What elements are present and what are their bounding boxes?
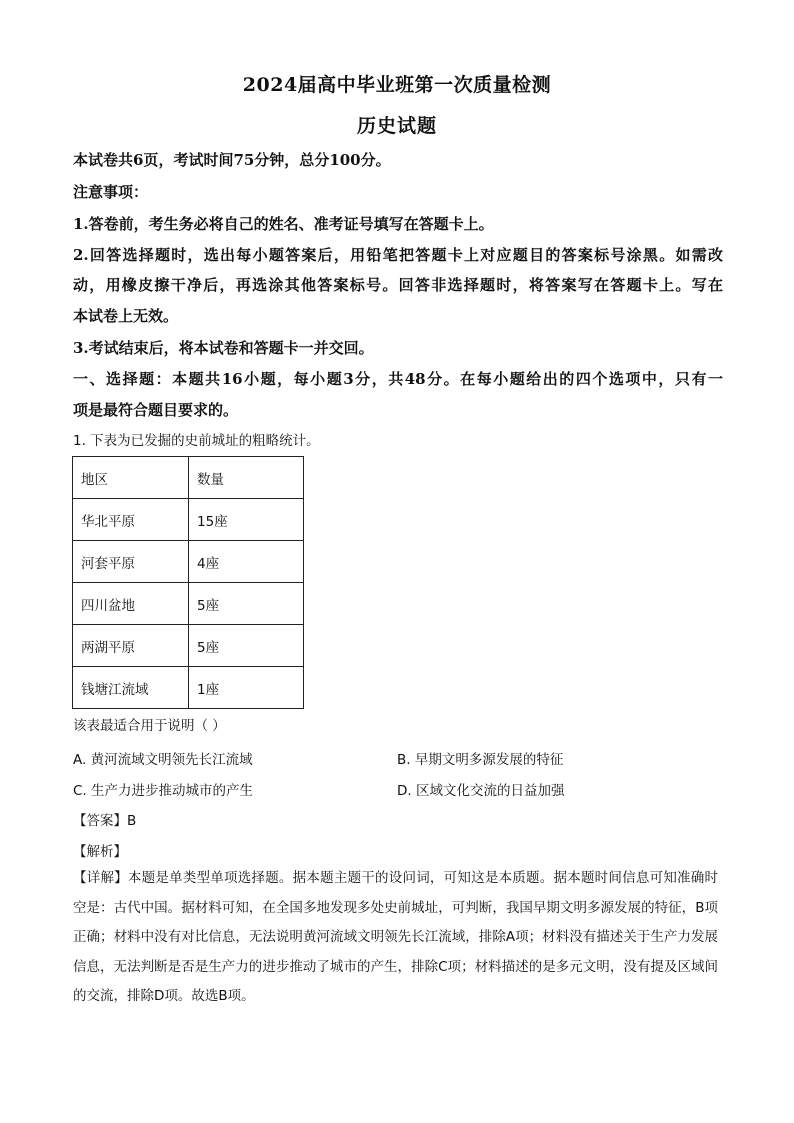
option-a: A. 黄河流域文明领先长江流域 <box>73 752 253 768</box>
table-cell-region: 四川盆地 <box>73 583 189 625</box>
table-row <box>73 541 304 583</box>
table-header-row <box>73 457 304 499</box>
table-cell-region: 钱塘江流域 <box>73 667 189 709</box>
table-cell-count: 15座 <box>189 499 304 541</box>
table-row <box>73 667 304 709</box>
detailed-explanation: 【详解】本题是单类型单项选择题。据本题主题干的设问词，可知这是本质题。据本题时间信息可知准确时空是：古代中国。据材料可知，在全国多地发现多处史前城址，可判断，我国早期文明多源发展的特征，B项正确；材料中没有对比信息，无法说明黄河流域文明领先长江流域，排除A项；材料没有描述关于生产力发展信息，无法判断是否是生产力的进步推动了城市的产生，排除C项；材料描述的是多元文明，没有提及区域间的交流，排除D项。故选B项。 <box>73 870 718 1004</box>
table-cell-count: 5座 <box>189 583 304 625</box>
table-cell-count: 5座 <box>189 625 304 667</box>
table-row <box>73 499 304 541</box>
notice-item-2-line-1: 2.回答选择题时，选出每小题答案后，用铅笔把答题卡上对应题目的答案标号涂黑。如需改 <box>73 246 723 264</box>
question-1-prompt: 该表最适合用于说明（ ） <box>73 718 226 734</box>
analysis-label: 【解析】 <box>73 844 127 860</box>
option-b: B. 早期文明多源发展的特征 <box>397 752 564 768</box>
notice-item-2-line-2: 动，用橡皮擦干净后，再选涂其他答案标号。回答非选择题时，将答案写在答题卡上。写在 <box>73 276 723 294</box>
table-row <box>73 583 304 625</box>
section-heading-line-2: 项是最符合题目要求的。 <box>73 401 239 419</box>
exam-title: 2024届高中毕业班第一次质量检测 <box>242 74 552 96</box>
notice-heading: 注意事项： <box>73 183 149 201</box>
data-table <box>72 456 304 709</box>
exam-info: 本试卷共6页，考试时间75分钟，总分100分。 <box>73 151 391 169</box>
table-cell-region: 两湖平原 <box>73 625 189 667</box>
table-header-cell: 地区 <box>73 457 189 499</box>
table-cell-count: 4座 <box>189 541 304 583</box>
section-heading-line-1: 一、选择题：本题共16小题，每小题3分，共48分。在每小题给出的四个选项中，只有一 <box>73 370 723 388</box>
table-row <box>73 625 304 667</box>
table-header-cell: 数量 <box>189 457 304 499</box>
exam-subject: 历史试题 <box>356 115 437 137</box>
table-cell-region: 河套平原 <box>73 541 189 583</box>
table-cell-region: 华北平原 <box>73 499 189 541</box>
option-c: C. 生产力进步推动城市的产生 <box>73 783 254 799</box>
notice-item-2-line-3: 本试卷上无效。 <box>73 307 179 325</box>
table-cell-count: 1座 <box>189 667 304 709</box>
answer-label: 【答案】B <box>73 813 137 829</box>
notice-item-1: 1.答卷前，考生务必将自己的姓名、准考证号填写在答题卡上。 <box>73 215 494 233</box>
question-1-stem: 1. 下表为已发掘的史前城址的粗略统计。 <box>73 433 320 449</box>
option-d: D. 区域文化交流的日益加强 <box>397 783 565 799</box>
notice-item-3: 3.考试结束后，将本试卷和答题卡一并交回。 <box>73 339 374 357</box>
